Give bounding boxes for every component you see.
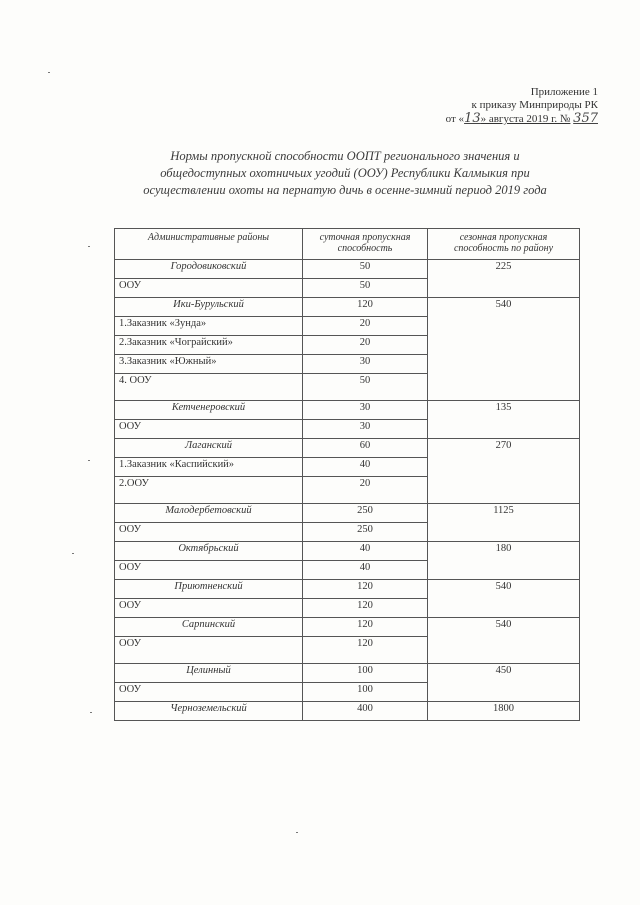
subrow-name: ООУ <box>115 599 303 618</box>
header-seasonal: сезонная пропускная способность по району <box>428 229 580 260</box>
district-name: Городовиковский <box>115 260 303 279</box>
subrow-name: ООУ <box>115 637 303 664</box>
scan-mark <box>48 72 50 73</box>
district-name: Приютненский <box>115 580 303 599</box>
district-seasonal-capacity: 225 <box>428 260 580 298</box>
subrow-daily-capacity: 120 <box>303 637 428 664</box>
subrow-daily-capacity: 40 <box>303 561 428 580</box>
subrow-daily-capacity: 120 <box>303 599 428 618</box>
district-row <box>115 580 580 599</box>
district-row <box>115 618 580 637</box>
appendix-line-3: от «13» августа 2019 г. № 357 <box>445 111 598 126</box>
subrow-name: ООУ <box>115 420 303 439</box>
district-name: Октябрьский <box>115 542 303 561</box>
scan-mark <box>296 832 298 833</box>
subrow-daily-capacity: 40 <box>303 458 428 477</box>
capacity-table-wrapper <box>114 228 579 721</box>
subrow-daily-capacity: 30 <box>303 355 428 374</box>
header-districts: Административные районы <box>115 229 303 260</box>
district-seasonal-capacity: 540 <box>428 298 580 401</box>
district-daily-capacity: 250 <box>303 504 428 523</box>
district-row <box>115 702 580 721</box>
district-seasonal-capacity: 1125 <box>428 504 580 542</box>
subrow-name: ООУ <box>115 561 303 580</box>
district-seasonal-capacity: 540 <box>428 580 580 618</box>
district-seasonal-capacity: 180 <box>428 542 580 580</box>
subrow-daily-capacity: 100 <box>303 683 428 702</box>
district-daily-capacity: 40 <box>303 542 428 561</box>
scan-mark <box>72 553 74 554</box>
table-body <box>115 260 580 721</box>
appendix-line-2: к приказу Минприроды РК <box>471 99 598 111</box>
subrow-daily-capacity: 30 <box>303 420 428 439</box>
district-daily-capacity: 400 <box>303 702 428 721</box>
district-seasonal-capacity: 270 <box>428 439 580 504</box>
subrow-daily-capacity: 50 <box>303 374 428 401</box>
district-name: Черноземельский <box>115 702 303 721</box>
title-line-1: Нормы пропускной способности ООПТ регионального значения и <box>170 149 520 163</box>
district-daily-capacity: 100 <box>303 664 428 683</box>
subrow-daily-capacity: 250 <box>303 523 428 542</box>
subrow-name: ООУ <box>115 279 303 298</box>
subrow-name: ООУ <box>115 683 303 702</box>
scan-mark <box>90 712 92 713</box>
district-row <box>115 401 580 420</box>
title-line-3: осуществлении охоты на пернатую дичь в осенне-зимний период 2019 года <box>143 183 547 197</box>
order-number: 357 <box>573 111 598 126</box>
scan-mark <box>88 460 90 461</box>
district-seasonal-capacity: 450 <box>428 664 580 702</box>
table-header-row <box>115 229 580 260</box>
district-row <box>115 504 580 523</box>
title-line-2: общедоступных охотничьих угодий (ООУ) Республики Калмыкия при <box>160 166 530 180</box>
district-daily-capacity: 50 <box>303 260 428 279</box>
district-name: Кетченеровский <box>115 401 303 420</box>
subrow-name: 2.ООУ <box>115 477 303 504</box>
district-row <box>115 298 580 317</box>
district-row <box>115 542 580 561</box>
appendix-line-1: Приложение 1 <box>530 86 598 98</box>
document-title <box>110 148 580 199</box>
district-name: Малодербетовский <box>115 504 303 523</box>
district-daily-capacity: 120 <box>303 618 428 637</box>
district-row <box>115 439 580 458</box>
subrow-name: 2.Заказник «Чограйский» <box>115 336 303 355</box>
subrow-daily-capacity: 20 <box>303 317 428 336</box>
appendix-header <box>338 86 598 126</box>
district-daily-capacity: 120 <box>303 580 428 599</box>
subrow-daily-capacity: 20 <box>303 477 428 504</box>
header-daily: суточная пропускная способность <box>303 229 428 260</box>
subrow-name: 1.Заказник «Каспийский» <box>115 458 303 477</box>
subrow-daily-capacity: 50 <box>303 279 428 298</box>
district-name: Целинный <box>115 664 303 683</box>
district-daily-capacity: 60 <box>303 439 428 458</box>
subrow-name: 1.Заказник «Зунда» <box>115 317 303 336</box>
subrow-daily-capacity: 20 <box>303 336 428 355</box>
district-name: Сарпинский <box>115 618 303 637</box>
district-seasonal-capacity: 135 <box>428 401 580 439</box>
district-daily-capacity: 120 <box>303 298 428 317</box>
district-daily-capacity: 30 <box>303 401 428 420</box>
subrow-name: 4. ООУ <box>115 374 303 401</box>
district-seasonal-capacity: 1800 <box>428 702 580 721</box>
district-name: Лаганский <box>115 439 303 458</box>
scan-mark <box>88 246 90 247</box>
subrow-name: ООУ <box>115 523 303 542</box>
subrow-name: 3.Заказник «Южный» <box>115 355 303 374</box>
district-row <box>115 260 580 279</box>
order-day: 13 <box>464 111 481 126</box>
capacity-table <box>114 228 580 721</box>
district-name: Ики-Бурульский <box>115 298 303 317</box>
district-seasonal-capacity: 540 <box>428 618 580 664</box>
district-row <box>115 664 580 683</box>
